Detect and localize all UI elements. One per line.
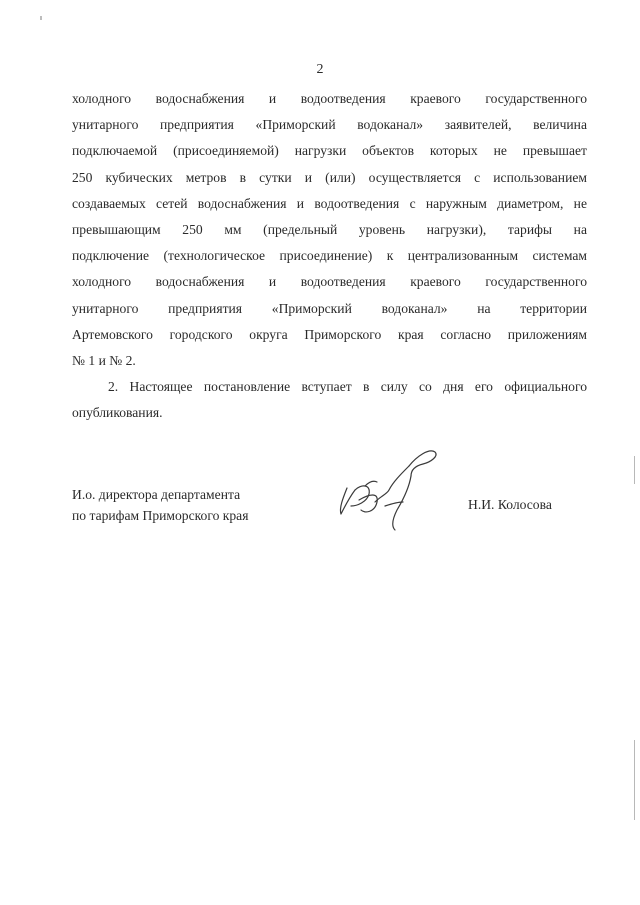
signatory-title-line-1: И.о. директора департамента	[72, 487, 241, 502]
signatory-title-line-2: по тарифам Приморского края	[72, 508, 249, 523]
text-line: № 1 и № 2.	[72, 352, 136, 368]
text-line: опубликования.	[72, 405, 163, 421]
text-line: 250 кубических метров в сутки и (или) осуществляется с использованием	[72, 169, 587, 185]
text-line: 2. Настоящее постановление вступает в силу со дня его официального	[108, 379, 587, 395]
text-line: подключение (технологическое присоединение) к централизованным системам	[72, 248, 587, 264]
text-line: подключаемой (присоединяемой) нагрузки объектов которых не превышает	[72, 143, 587, 159]
text-line: Артемовского городского округа Приморского края согласно приложениям	[72, 326, 587, 342]
paragraph-2	[72, 374, 587, 426]
signatory-title	[72, 484, 248, 526]
text-line: унитарного предприятия «Приморский водоканал» заявителей, величина	[72, 117, 587, 133]
scan-speck	[40, 16, 42, 20]
document-body	[72, 86, 587, 426]
text-line: превышающим 250 мм (предельный уровень нагрузки), тарифы на	[72, 221, 587, 237]
text-line: унитарного предприятия «Приморский водоканал» на территории	[72, 300, 587, 316]
text-line: создаваемых сетей водоснабжения и водоотведения с наружным диаметром, не	[72, 195, 587, 211]
text-line: холодного водоснабжения и водоотведения краевого государственного	[72, 91, 587, 106]
paragraph-1	[72, 86, 587, 374]
page-number: 2	[316, 62, 324, 77]
text-line: холодного водоснабжения и водоотведения краевого государственного	[72, 274, 587, 290]
scan-edge-mark	[634, 740, 635, 820]
signatory-name: Н.И. Колосова	[468, 497, 552, 512]
handwritten-signature	[325, 440, 445, 535]
scan-edge-mark	[634, 456, 635, 484]
